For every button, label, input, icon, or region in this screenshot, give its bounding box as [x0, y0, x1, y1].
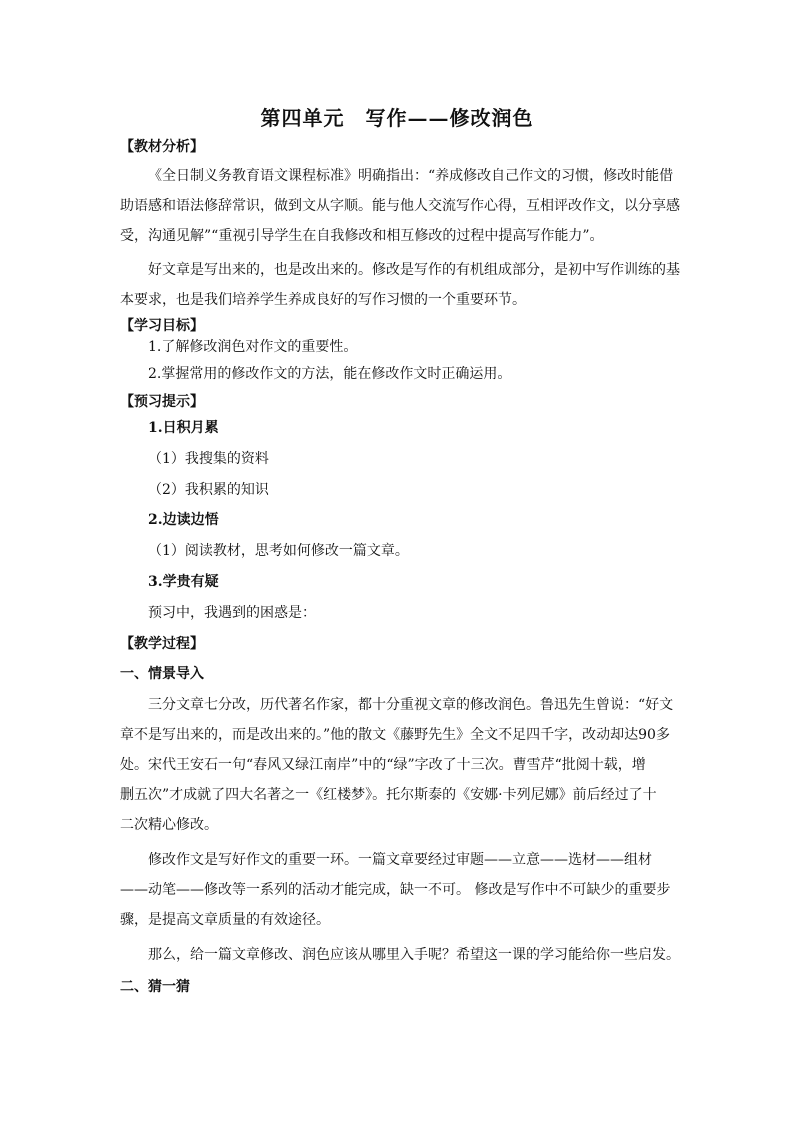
text-line: 处。宋代王安石一句“春风又绿江南岸”中的“绿”字改了十三次。曹雪芹“批阅十载，增 [120, 757, 646, 773]
preview-item-read: （1）阅读教材，思考如何修改一篇文章。 [148, 543, 409, 559]
text-line: 三分文章七分改，历代著名作家，都十分重视文章的修改润色。鲁迅先生曾说：“好文 [148, 697, 674, 713]
section-heading-teaching-process: 【教学过程】 [120, 636, 204, 652]
text-line: 助语感和语法修辞常识，做到文从字顺。能与他人交流写作心得，互相评改作文，以分享感 [120, 198, 680, 214]
section-heading-textbook-analysis: 【教材分析】 [120, 139, 204, 155]
text-line: 《全日制义务教育语文课程标准》明确指出：“养成修改自己作文的习惯，修改时能借 [148, 168, 674, 184]
preview-question-line: 预习中，我遇到的困惑是： [148, 605, 316, 621]
text-line: ——动笔——修改等一系列的活动才能完成，缺一不可。 修改是写作中不可缺少的重要步 [120, 882, 671, 898]
preview-item-materials: （1）我搜集的资料 [148, 451, 269, 467]
goal-item-2: 2.掌握常用的修改作文的方法，能在修改作文时正确运用。 [148, 366, 512, 382]
section-scene-intro: 一、情景导入 [120, 666, 204, 682]
text-line: 二次精心修改。 [120, 817, 218, 833]
paragraph-revision-importance [120, 845, 676, 935]
subheading-accumulate: 1.日积月累 [148, 420, 219, 436]
preview-item-knowledge: （2）我积累的知识 [148, 482, 269, 498]
paragraph-good-writing [120, 255, 680, 315]
text-line: 修改作文是写好作文的重要一环。一篇文章要经过审题——立意——选材——组材 [148, 852, 652, 868]
section-heading-preview-tips: 【预习提示】 [120, 394, 204, 410]
text-line: 好文章是写出来的，也是改出来的。修改是写作的有机组成部分，是初中写作训练的基 [148, 262, 680, 278]
text-line: 章不是写出来的，而是改出来的。”他的散文《藤野先生》全文不足四千字，改动却达90多 [120, 727, 670, 743]
paragraph-revision-history [120, 690, 676, 840]
text-line: 本要求，也是我们培养学生养成良好的写作习惯的一个重要环节。 [120, 292, 526, 308]
text-line: 删五次”才成就了四大名著之一《红楼梦》。托尔斯泰的《安娜·卡列尼娜》前后经过了十 [120, 787, 657, 803]
subheading-read-and-reflect: 2.边读边悟 [148, 512, 219, 528]
paragraph-curriculum-standard [120, 161, 680, 251]
subheading-questions: 3.学贵有疑 [148, 574, 219, 590]
text-line: 那么，给一篇文章修改、润色应该从哪里入手呢？希望这一课的学习能给你一些启发。 [148, 947, 680, 963]
page-title: 第四单元 写作——修改润色 [260, 106, 534, 130]
text-line: 受，沟通见解”“重视引导学生在自我修改和相互修改的过程中提高写作能力”。 [120, 228, 604, 244]
text-line: 骤，是提高文章质量的有效途径。 [120, 912, 330, 928]
paragraph-question-intro [120, 940, 680, 970]
section-heading-learning-goals: 【学习目标】 [120, 318, 204, 334]
section-guess: 二、猜一猜 [120, 979, 190, 995]
goal-item-1: 1.了解修改润色对作文的重要性。 [148, 339, 358, 355]
